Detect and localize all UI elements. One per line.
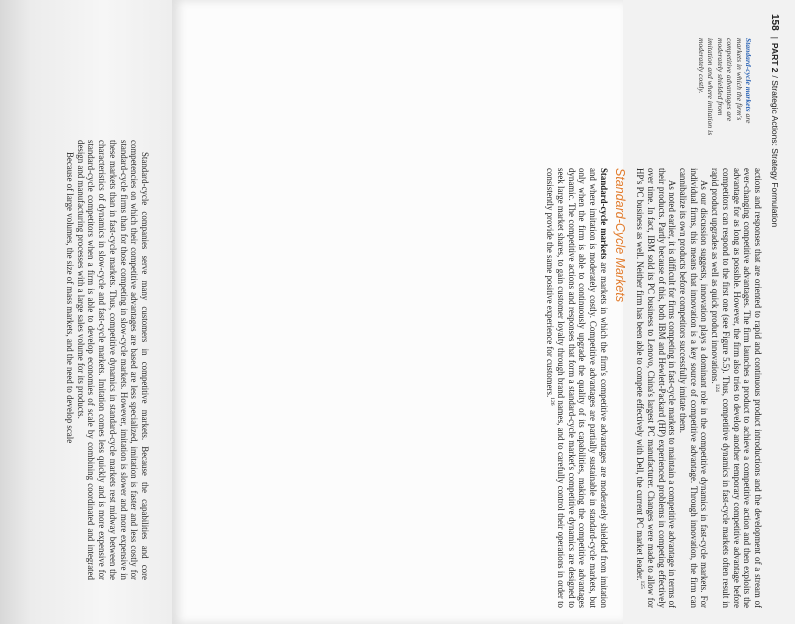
body-column <box>545 168 763 608</box>
body-paragraph: As noted earlier, it is difficult for firms competing in fast-cycle markets to maintain a competitive advantage in terms of their products. Partly because of this, both IBM and Hewlett-Packard (HP) experienced problems in competing effectively over time. In fact, IBM sold its PC business to Lenovo, China's largest PC manufacturer. Changes were made to allow for HP's PC business as well. Neither firm has been able to compete effectively with Dell, the current PC market leader.$^{125}$ <box>635 168 678 608</box>
running-head-part: PART 2 <box>770 42 780 73</box>
endnote-marker: 126 <box>549 397 556 406</box>
body-paragraph: As our discussion suggests, innovation plays a dominant role in the competitive dynamics in fast-cycle markets. For individual firms, this means that innovation is a key source of competitive advantage. Through innovation, the firm can cannibalize its own products before competitors successfully imitate them. <box>678 168 710 608</box>
rotated-page-content <box>344 0 795 624</box>
right-page <box>172 0 781 624</box>
lead-term: Standard-cycle markets <box>598 168 609 260</box>
left-page-text <box>0 0 172 624</box>
page-number: 158 <box>769 14 781 31</box>
running-head-separator: | <box>770 36 780 39</box>
body-paragraph: Standard-cycle markets are markets in which the firm's competitive advantages are moderately shielded from imitation and where imitation is moderately costly. Competitive advantages are partially sustainable in standard-cycle markets, but only when the firm is able to continuously upgrade the quality of its capabilities, making the competitive advantages dynamic. The competitive actions and responses that form a standard-cycle market's competitive dynamics are designed to seek large market shares, to gain customer loyalty through brand names, and to carefully control their operations in order to consistently provide the same positive experience for customers.$^{126}$ <box>545 168 609 608</box>
left-page-column <box>64 140 150 580</box>
left-page <box>0 0 172 624</box>
left-paragraph: Standard-cycle companies serve many customers in competitive markets. Because the capabilities and core competencies on which their competitive advantages are based are less specialized, imitation is faster and less costly for standard-cycle firms than for those competing in slow-cycle markets. However, imitation is slower and more expensive in these markets than in fast-cycle markets. Thus, competitive dynamics in standard-cycle markets rest midway between the characteristics of dynamics in slow-cycle and fast-cycle markets. Imitation comes less quickly and is more expensive for standard-cycle competitors when a firm is able to develop economies of scale by combining coordinated and integrated design and manufacturing processes with a large sales volume for its products. <box>75 140 150 580</box>
margin-term: Standard-cycle markets <box>744 38 753 112</box>
running-head <box>765 14 785 614</box>
body-paragraph: actions and responses that are oriented to rapid and continuous product introductions and the development of a stream of ever-changing competitive advantages. The firm launches a product to achieve a competitive action and then exploits the advantage for as long as possible. However, the firm also tries to develop another temporary competitive advantage before competitors can respond to the first one (see Figure 5.5). Thus, competitive dynamics in fast-cycle markets often result in rapid product upgrades as well as quick product innovations.$^{124}$ <box>710 168 763 608</box>
left-paragraph: Because of large volumes, the size of mass markets, and the need to develop scale <box>65 152 76 444</box>
section-heading: Standard-Cycle Markets <box>612 168 627 303</box>
running-head-section: / Strategic Actions: Strategy Formulation <box>770 75 780 228</box>
margin-definition <box>697 38 753 138</box>
margin-text: are markets in which the firm's competitive advantages are moderately shielded from imitation and where imitation is moderately costly. <box>696 38 753 136</box>
endnote-marker: 125 <box>639 580 646 589</box>
endnote-marker: 124 <box>714 383 721 392</box>
